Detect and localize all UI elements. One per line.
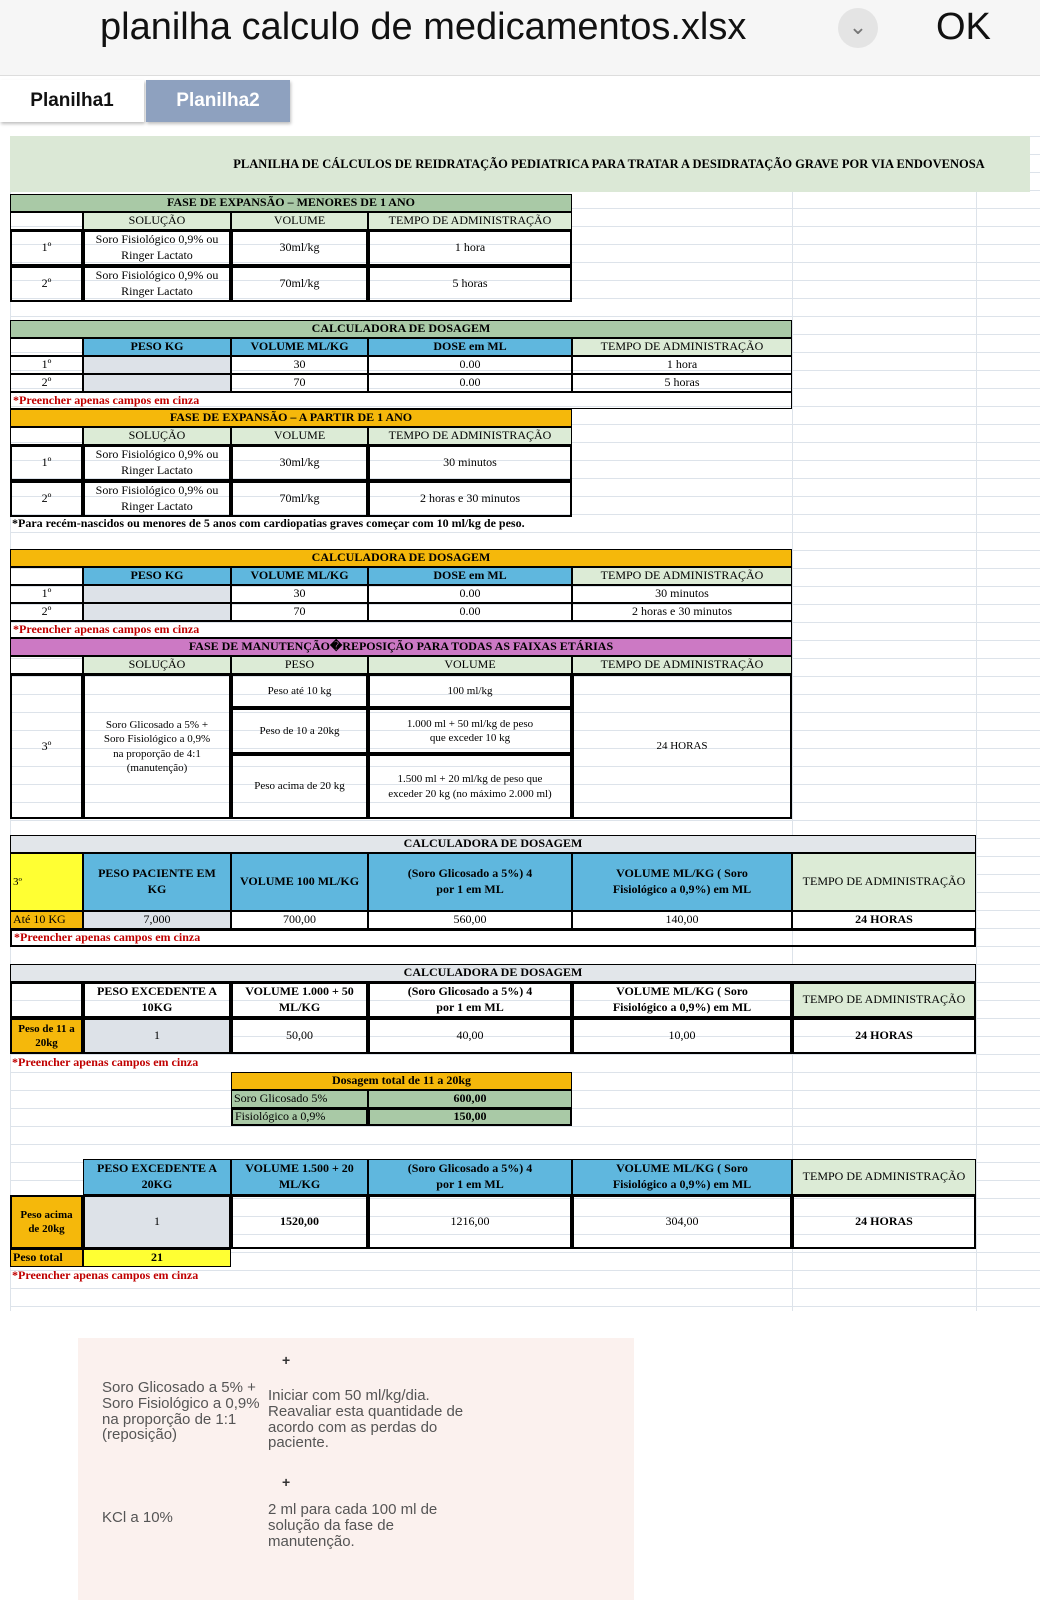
c3-header-tempo: TEMPO DE ADMINISTRAÇÃO [792,853,976,911]
c4-peso-input[interactable]: 1 [83,1018,231,1054]
total-label: Fisiológico a 0,9% [231,1108,368,1126]
c3-header-sf: VOLUME ML/KG ( Soro Fisiológico a 0,9%) em ML [572,853,792,911]
c5-volume: 1520,00 [231,1195,368,1249]
c5-header-volume: VOLUME 1.500 + 20 ML/KG [231,1159,368,1195]
c4-corner [10,982,83,1018]
t1-row-volume: 70ml/kg [231,266,368,302]
t3-peso: Peso acima de 20 kg [231,754,368,819]
c1-row-volume: 30 [231,356,368,374]
c2-title: CALCULADORA DE DOSAGEM [10,549,792,567]
c4-volume: 50,00 [231,1018,368,1054]
reposicao-table [78,1338,634,1600]
c1-row-num: 1º [10,356,83,374]
c2-peso-input[interactable] [83,603,231,621]
c2-row-num: 1º [10,585,83,603]
c3-header-volume: VOLUME 100 ML/KG [231,853,368,911]
c1-header-dose: DOSE em ML [368,338,572,356]
c5-tempo: 24 HORAS [792,1195,976,1249]
c5-header-sg: (Soro Glicosado a 5%) 4 por 1 em ML [368,1159,572,1195]
t2-row-solution: Soro Fisiológico 0,9% ou Ringer Lactato [83,445,231,481]
t3-volume: 1.000 ml + 50 ml/kg de peso que exceder 10 kg [368,708,572,754]
total-label: Soro Glicosado 5% [231,1090,368,1108]
t2-row-num: 2º [10,481,83,517]
title-bar [0,0,1040,76]
c4-sf: 10,00 [572,1018,792,1054]
t2-row-tempo: 30 minutos [368,445,572,481]
t2-row-volume: 30ml/kg [231,445,368,481]
c2-peso-input[interactable] [83,585,231,603]
total-value: 150,00 [368,1108,572,1126]
t3-corner [10,656,83,674]
c1-row-tempo: 5 horas [572,374,792,392]
tab-planilha1[interactable]: Planilha1 [0,80,144,122]
c3-peso-input[interactable]: 7,000 [83,911,231,929]
c3-row-label: Até 10 KG [10,911,83,929]
chevron-down-icon[interactable]: ⌄ [838,8,878,48]
c4-tempo: 24 HORAS [792,1018,976,1054]
t1-header-tempo: TEMPO DE ADMINISTRAÇÃO [368,212,572,230]
t1-row-num: 1º [10,230,83,266]
t1-row-solution: Soro Fisiológico 0,9% ou Ringer Lactato [83,230,231,266]
c3-title: CALCULADORA DE DOSAGEM [10,835,976,853]
c5-sf: 304,00 [572,1195,792,1249]
t1-row-volume: 30ml/kg [231,230,368,266]
t3-peso: Peso até 10 kg [231,674,368,708]
total-title: Dosagem total de 11 a 20kg [231,1072,572,1090]
c4-header-sg: (Soro Glicosado a 5%) 4 por 1 em ML [368,982,572,1018]
t1-row-tempo: 5 horas [368,266,572,302]
t3-header-peso: PESO [231,656,368,674]
t3-peso: Peso de 10 a 20kg [231,708,368,754]
total-value: 600,00 [368,1090,572,1108]
t2-header-solucao: SOLUÇÃO [83,427,231,445]
plus-sign: + [282,1474,291,1490]
peso-total-label: Peso total [10,1249,83,1267]
reposicao-solution: Soro Glicosado a 5% + Soro Fisiológico a 0,9% na proporção de 1:1 (reposição) [102,1379,260,1444]
c2-row-dose: 0.00 [368,585,572,603]
c2-header-tempo: TEMPO DE ADMINISTRAÇÃO [572,567,792,585]
c3-tempo: 24 HORAS [792,911,976,929]
t3-volume: 100 ml/kg [368,674,572,708]
file-name: planilha calculo de medicamentos.xlsx [100,6,747,48]
t3-tempo: 24 HORAS [572,674,792,819]
c4-note: *Preencher apenas campos em cinza [12,1055,199,1070]
kcl-label: KCl a 10% [102,1509,173,1526]
t2-row-volume: 70ml/kg [231,481,368,517]
spreadsheet-grid [10,136,1040,1311]
c5-header-peso: PESO EXCEDENTE A 20KG [83,1159,231,1195]
c2-header-dose: DOSE em ML [368,567,572,585]
plus-sign: + [282,1352,291,1368]
c4-header-peso: PESO EXCEDENTE A 10KG [83,982,231,1018]
c4-header-volume: VOLUME 1.000 + 50 ML/KG [231,982,368,1018]
c5-header-tempo: TEMPO DE ADMINISTRAÇÃO [792,1159,976,1195]
c3-note: *Preencher apenas campos em cinza [10,929,976,947]
c5-sg: 1216,00 [368,1195,572,1249]
c2-note: *Preencher apenas campos em cinza [10,621,792,638]
c2-row-tempo: 30 minutos [572,585,792,603]
peso-total-value: 21 [83,1249,231,1267]
c2-row-tempo: 2 horas e 30 minutos [572,603,792,621]
t2-header-volume: VOLUME [231,427,368,445]
kcl-instruction: 2 ml para cada 100 ml de solução da fase de manutenção. [268,1501,438,1550]
sheet-title: PLANILHA DE CÁLCULOS DE REIDRATAÇÃO PEDIATRICA PARA TRATAR A DESIDRATAÇÃO GRAVE POR VIA ENDOVENOSA [10,136,1030,192]
c1-row-tempo: 1 hora [572,356,792,374]
ok-button[interactable]: OK [936,6,991,48]
c1-row-dose: 0.00 [368,356,572,374]
t2-header-tempo: TEMPO DE ADMINISTRAÇÃO [368,427,572,445]
t2-corner [10,427,83,445]
c1-header-volume: VOLUME ML/KG [231,338,368,356]
t1-header-volume: VOLUME [231,212,368,230]
c1-row-dose: 0.00 [368,374,572,392]
c1-title: CALCULADORA DE DOSAGEM [10,320,792,338]
t3-header-tempo: TEMPO DE ADMINISTRAÇÃO [572,656,792,674]
t3-title: FASE DE MANUTENÇÃO�REPOSIÇÃO PARA TODAS AS FAIXAS ETÁRIAS [10,638,792,656]
t3-header-volume: VOLUME [368,656,572,674]
reposicao-instruction: Iniciar com 50 ml/kg/dia. Reavaliar esta quantidade de acordo com as perdas do paciente. [268,1387,464,1452]
c4-sg: 40,00 [368,1018,572,1054]
c3-volume: 700,00 [231,911,368,929]
t2-note: *Para recém-nascidos ou menores de 5 anos com cardiopatias graves começar com 10 ml/kg de peso. [12,516,525,531]
t1-row-solution: Soro Fisiológico 0,9% ou Ringer Lactato [83,266,231,302]
t1-corner [10,212,83,230]
t2-title: FASE DE EXPANSÃO – A PARTIR DE 1 ANO [10,409,572,427]
c1-corner [10,338,83,356]
c4-row-label: Peso de 11 a 20kg [10,1018,83,1054]
c3-header-peso: PESO PACIENTE EM KG [83,853,231,911]
c5-header-sf: VOLUME ML/KG ( Soro Fisiológico a 0,9%) em ML [572,1159,792,1195]
c2-row-dose: 0.00 [368,603,572,621]
c5-note: *Preencher apenas campos em cinza [12,1268,199,1283]
t1-row-num: 2º [10,266,83,302]
t2-row-tempo: 2 horas e 30 minutos [368,481,572,517]
c2-row-volume: 70 [231,603,368,621]
t3-row-num: 3º [10,674,83,819]
c1-peso-input[interactable] [83,374,231,392]
tab-planilha2[interactable]: Planilha2 [146,80,290,122]
t1-title: FASE DE EXPANSÃO – MENORES DE 1 ANO [10,194,572,212]
c3-row-num: 3º [10,853,83,911]
t3-volume: 1.500 ml + 20 ml/kg de peso que exceder 20 kg (no máximo 2.000 ml) [368,754,572,819]
t1-header-solucao: SOLUÇÃO [83,212,231,230]
c3-header-sg: (Soro Glicosado a 5%) 4 por 1 em ML [368,853,572,911]
c3-sg: 560,00 [368,911,572,929]
c1-note: *Preencher apenas campos em cinza [10,392,792,409]
c2-header-peso: PESO KG [83,567,231,585]
t1-row-tempo: 1 hora [368,230,572,266]
t2-row-num: 1º [10,445,83,481]
c2-row-num: 2º [10,603,83,621]
c1-header-tempo: TEMPO DE ADMINISTRAÇÃO [572,338,792,356]
c1-header-peso: PESO KG [83,338,231,356]
t3-solution: Soro Glicosado a 5% + Soro Fisiológico a 0,9% na proporção de 4:1 (manutenção) [83,674,231,819]
c2-header-volume: VOLUME ML/KG [231,567,368,585]
c4-title: CALCULADORA DE DOSAGEM [10,964,976,982]
t2-row-solution: Soro Fisiológico 0,9% ou Ringer Lactato [83,481,231,517]
t3-header-solucao: SOLUÇÃO [83,656,231,674]
c4-header-tempo: TEMPO DE ADMINISTRAÇÃO [792,982,976,1018]
c1-row-num: 2º [10,374,83,392]
c2-corner [10,567,83,585]
c2-row-volume: 30 [231,585,368,603]
c3-sf: 140,00 [572,911,792,929]
c1-row-volume: 70 [231,374,368,392]
c1-peso-input[interactable] [83,356,231,374]
c5-peso-input[interactable]: 1 [83,1195,231,1249]
c5-row-label: Peso acima de 20kg [10,1195,83,1249]
c4-header-sf: VOLUME ML/KG ( Soro Fisiológico a 0,9%) em ML [572,982,792,1018]
